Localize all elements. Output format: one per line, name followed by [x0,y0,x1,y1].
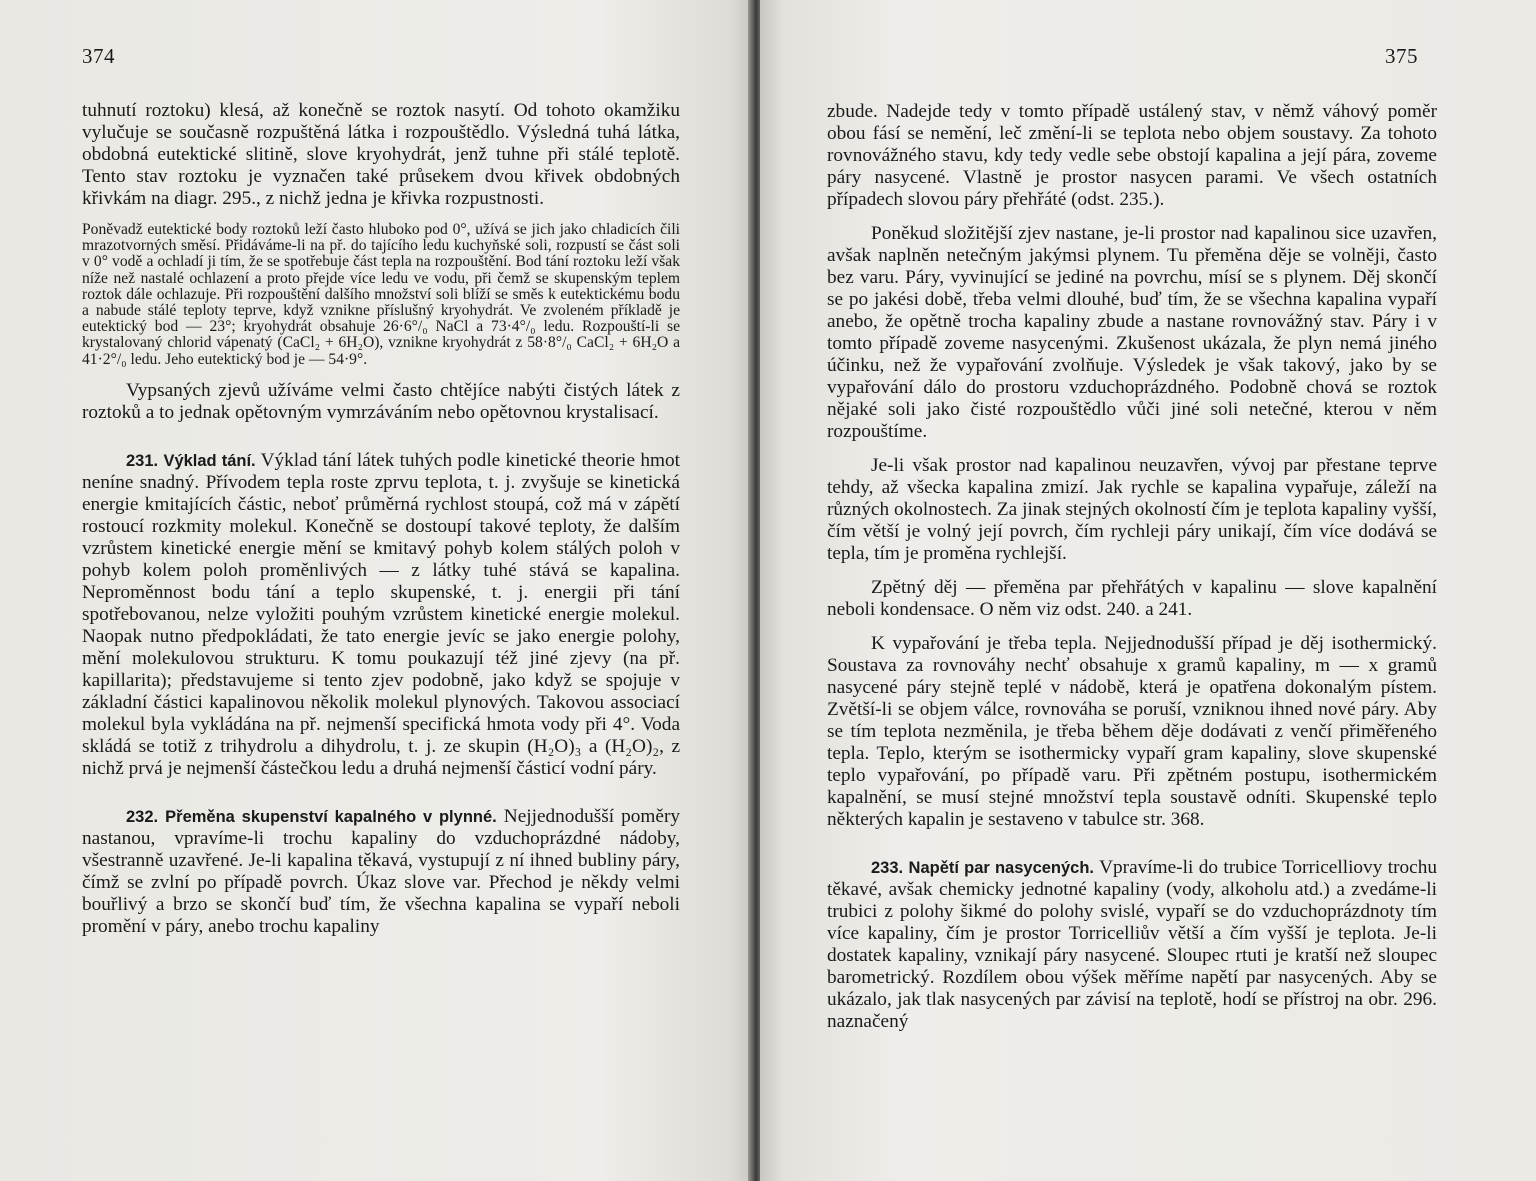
section-text: Nejjednodušší poměry nastanou, vpravíme-li trochu kapaliny do vzduchoprázdné nádoby, všestranně uzavřené. Je-li kapalina těkavá, vystupují z ní ihned bubliny páry, čímž se zvlní po případě povrch. Úkaz slove var. Přechod je někdy velmi bouřlivý a brzo se skončí buď tím, že všechna kapalina se vypaří neboli promění v páry, anebo trochu kapaliny [82,805,681,937]
left-page [0,0,752,1181]
section-heading: Výklad tání. [163,451,256,470]
section-text: Výklad tání látek tuhých podle kinetické theorie hmot neníne snadný. Přívodem tepla roste zprvu teplota, t. j. zvyšuje se kinetická energie kmitajících částic, neboť průměrná rychlost stoupá, což má v zápětí rostoucí rozkmity molekul. Konečně se dostoupí takové teploty, že dalším vzrůstem kinetické energie mění se kmitavý pohyb kolem stálých poloh v pohyb kolem poloh proměnlivých — z látky tuhé stává se kapalina. Neproměnnost bodu tání a teplo skupenské, t. j. energii při tání spotřebovanou, nelze vyložiti pouhým vzrůstem kinetické energie molekul. Naopak nutno předpokládati, že tato energie jevíc se jako energie polohy, mění molekulovou strukturu. K tomu poukazují též jiné zjevy (na př. kapillarita); představujeme si tento zjev podobně, jako když se spojuje v základní částici kapalinovou několik molekul plynových. Takovou associací molekul byla vykládána na př. nejmenší specifická hmota vody při 4°. Voda skládá se totiž z trihydrolu a dihydrolu, t. j. ze skupin (H₂O)₃ a (H₂O)₂, z nichž prvá je nejmenší částečkou ledu a druhá nejmenší částicí vodní páry. [82,449,680,779]
left-page-text [82,100,680,938]
paragraph: Poněkud složitější zjev nastane, je-li prostor nad kapalinou sice uzavřen, avšak naplněn netečným jakýmsi plynem. Tu přeměna děje se volněji, často bez varu. Páry, vyvinující se jediné na povrchu, mísí se s plynem. Děj skončí se po jakési době, třeba velmi dlouhé, buď tím, že se všechna kapalina vypaří anebo, že opětně trocha kapaliny zbude a nastane rovnovážný stav. Páry i v tomto případě zoveme nasycenými. Zkušenost ukázala, že plyn nemá jiného účinku, než že vypařování zvolňuje. Výsledek je však takový, jako by se vypařování dálo do prostoru vzduchoprázdného. Podobně chová se roztok nějaké soli jako čisté rozpouštědlo vůči jiné soli netečné, kterou v něm rozpouštíme. [827,223,1437,442]
section-number: 232. [126,807,159,826]
section-heading: Napětí par nasycených. [908,859,1095,877]
paragraph: tuhnutí roztoku) klesá, až konečně se roztok nasytí. Od tohoto okamžiku vylučuje se současně rozpuštěná látka i rozpouštědlo. Výsledná tuhá látka, obdobná eutektické slitině, slove kryohydrát, jenž tuhne při stálé teplotě. Tento stav roztoku je vyznačen také průsekem dvou křivek obdobných křivkám na diagr. 295., z nichž jedna je křivka rozpustnosti. [82,100,680,209]
page-number: 374 [82,44,115,68]
page-number: 375 [1385,44,1418,68]
right-page-text [827,101,1437,1033]
section-231 [82,450,680,780]
paragraph: K vypařování je třeba tepla. Nejjednodušší případ je děj isothermický. Soustava za rovnováhy nechť obsahuje x gramů kapaliny, m — x gramů nasycené páry stejně teplé v nádobě, která je opatřena dokonalým pístem. Zvětší-li se objem válce, rovnováha se poruší, vzniknou ihned nové páry. Aby se tím teplota nezměnila, je třeba během děje dodávati z venčí přiměřeného tepla. Teplo, kterým se isothermicky vypaří gram kapaliny, slove skupenské teplo vypařování, po případě varu. Při zpětném postupu, isothermickém kapalnění, se musí stejné množství tepla soustavě odníti. Skupenské teplo některých kapalin je sestaveno v tabulce str. 368. [827,633,1437,830]
section-number: 231. [126,451,159,470]
paragraph: Zpětný děj — přeměna par přehřátých v kapalinu — slove kapalnění neboli kondensace. O něm viz odst. 240. a 241. [827,577,1437,620]
section-heading: Přeměna skupenství kapalného v plynné. [165,807,497,826]
right-page [760,0,1536,1181]
paragraph: zbude. Nadejde tedy v tomto případě ustálený stav, v němž váhový poměr obou fásí se nemění, leč změní-li se teplota nebo objem soustavy. Za tohoto rovnovážného stavu, kdy tedy vedle sebe obstojí kapalina a její pára, zoveme páry nasycené. Vlastně je prostor nasycen parami. Ve všech ostatních případech slovou páry přehřáté (odst. 235.). [827,101,1437,210]
small-print-note: Poněvadž eutektické body roztoků leží často hluboko pod 0°, užívá se jich jako chladicích čili mrazotvorných směsí. Přidáváme-li na př. do tajícího ledu kuchyňské soli, rozpustí se část soli v 0° vodě a ochladí ji tím, že se spotřebuje část tepla na rozpouštění. Bod tání roztoku leží však níže než nastalé ochlazení a proto přejde více ledu ve vodu, při čemž se skupenským teplem roztok dále ochlazuje. Při rozpouštění dalšího množství soli blíží se směs k eutektickému bodu a nabude stálé teploty teprve, když vznikne příslušný kryohydrát. Ve zvoleném příkladě je eutektický bod — 23°; kryohydrát obsahuje 26·6°/₀ NaCl a 73·4°/₀ ledu. Rozpouští-li se krystalovaný chlorid vápenatý (CaCl₂ + 6H₂O), vznikne kryohydrát z 58·8°/₀ CaCl₂ + 6H₂O a 41·2°/₀ ledu. Jeho eutektický bod je — 54·9°. [82,221,680,368]
paragraph: Vypsaných zjevů užíváme velmi často chtějíce nabýti čistých látek z roztoků a to jednak opětovným vymrzáváním nebo opětovnou krystalisací. [82,379,680,423]
section-233 [827,857,1437,1033]
section-text: Vpravíme-li do trubice Torricelliovy trochu těkavé, avšak chemicky jednotné kapaliny (vody, alkoholu atd.) a zvedáme-li trubici z polohy šikmé do polohy svislé, vypaří se do vzduchoprázdnoty tím více kapaliny, čím je prostor Torricelliův větší a čím vyšší je teplota. Je-li dostatek kapaliny, vznikají páry nasycené. Sloupec rtuti je kratší než sloupec barometrický. Rozdílem obou výšek měříme napětí par nasycených. Aby se ukázalo, jak tlak nasycených par závisí na teplotě, hodí se přístroj na obr. 296. naznačený [827,857,1437,1032]
section-number: 233. [871,859,904,877]
paragraph: Je-li však prostor nad kapalinou neuzavřen, vývoj par přestane teprve tehdy, až všecka kapalina zmizí. Jak rychle se kapalina vypařuje, záleží na různých okolnostech. Za jinak stejných okolností čím je teplota kapaliny vyšší, čím větší je volný její povrch, čím rychleji páry unikají, čím více dodává se tepla, tím je proměna rychlejší. [827,455,1437,564]
section-232 [82,806,680,938]
